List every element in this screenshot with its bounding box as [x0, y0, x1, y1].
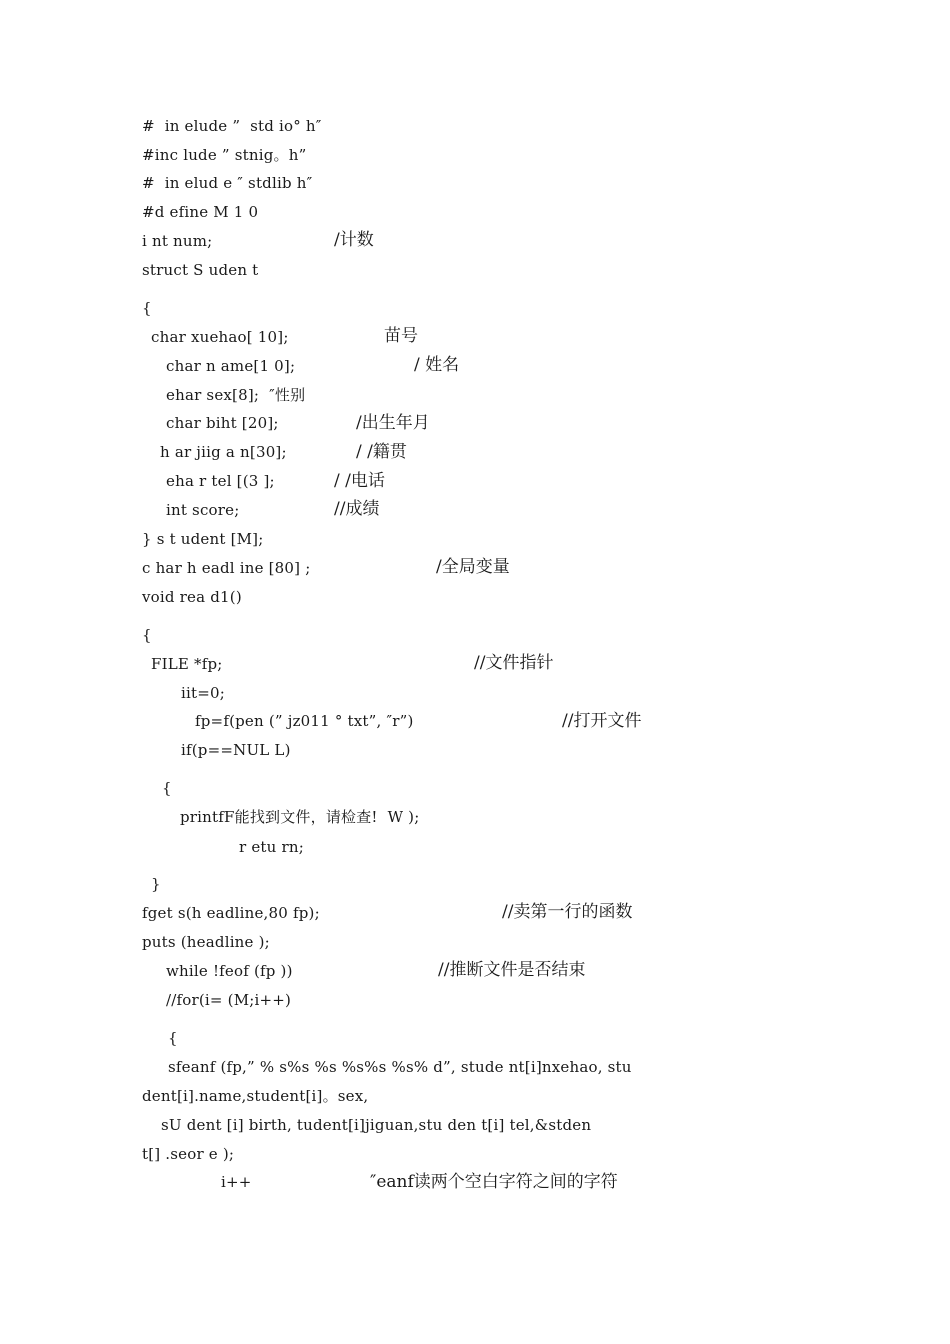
code-comment: / 姓名 — [414, 355, 460, 375]
code-line: #inc lude ” stnig。h” — [142, 146, 307, 164]
code-line: t[] .seor e ); — [142, 1145, 235, 1163]
code-line: } s t udent [M]; — [142, 530, 264, 548]
code-comment: /计数 — [334, 230, 374, 250]
code-comment: ″eanf读两个空白字符之间的字符 — [370, 1172, 618, 1192]
code-line: void rea d1() — [142, 588, 242, 606]
code-line: //for(i= (M;i++) — [166, 991, 292, 1009]
code-line: dent[i].name,student[i]。sex, — [142, 1087, 369, 1105]
code-line: i nt num; — [142, 232, 213, 250]
code-line: } — [151, 875, 161, 893]
code-line: sU dent [i] birth, tudent[i]jiguan,stu den t[i] tel,&stden — [161, 1116, 592, 1134]
code-comment: //文件指针 — [474, 653, 554, 673]
code-line: h ar jiig a n[30]; — [160, 443, 287, 461]
code-line: char n ame[1 0]; — [166, 357, 296, 375]
code-line: puts (headline ); — [142, 933, 270, 951]
code-comment: / /电话 — [334, 471, 385, 491]
code-line: c har h eadl ine [80] ; — [142, 559, 311, 577]
code-line: fget s(h eadline,80 fp); — [142, 904, 320, 922]
code-comment: //推断文件是否结束 — [438, 960, 586, 980]
code-line: { — [162, 779, 172, 797]
code-comment: /全局变量 — [436, 557, 510, 577]
code-line: { — [142, 626, 152, 644]
code-line: { — [142, 299, 152, 317]
code-comment: //成绩 — [334, 499, 380, 519]
code-line: char biht [20]; — [166, 414, 279, 432]
code-line: char xuehao[ 10]; — [151, 328, 289, 346]
code-line: eha r tel [(3 ]; — [166, 472, 275, 490]
code-line: ehar sex[8]; ″性别 — [166, 386, 306, 404]
code-line: struct S uden t — [142, 261, 259, 279]
code-comment: / /籍贯 — [356, 442, 407, 462]
code-comment: /出生年月 — [356, 413, 430, 433]
code-comment: //卖第一行的函数 — [502, 902, 633, 922]
code-line: if(p==NUL L) — [181, 741, 291, 759]
code-line: while !feof (fp )) — [166, 962, 293, 980]
code-line: int score; — [166, 501, 240, 519]
code-line: iit=0; — [181, 684, 225, 702]
code-line: # in elude ” std io° h″ — [142, 117, 322, 135]
code-line: sfeanf (fp,” % s%s %s %s%s %s% d”, stude nt[i]nxehao, stu — [168, 1058, 632, 1076]
code-line: fp=f(pen (” jz011 ° txt”, ″r”) — [195, 712, 414, 730]
code-comment: 苗号 — [384, 326, 418, 346]
code-line: i++ — [221, 1173, 252, 1191]
code-line: # in elud e ″ stdlib h″ — [142, 174, 313, 192]
code-comment: //打开文件 — [562, 711, 642, 731]
code-line: FILE *fp; — [151, 655, 223, 673]
code-line: #d efine M 1 0 — [142, 203, 259, 221]
code-line: r etu rn; — [239, 838, 304, 856]
code-line: { — [168, 1029, 178, 1047]
code-line: printfF能找到文件，请检查! W ); — [180, 808, 420, 826]
